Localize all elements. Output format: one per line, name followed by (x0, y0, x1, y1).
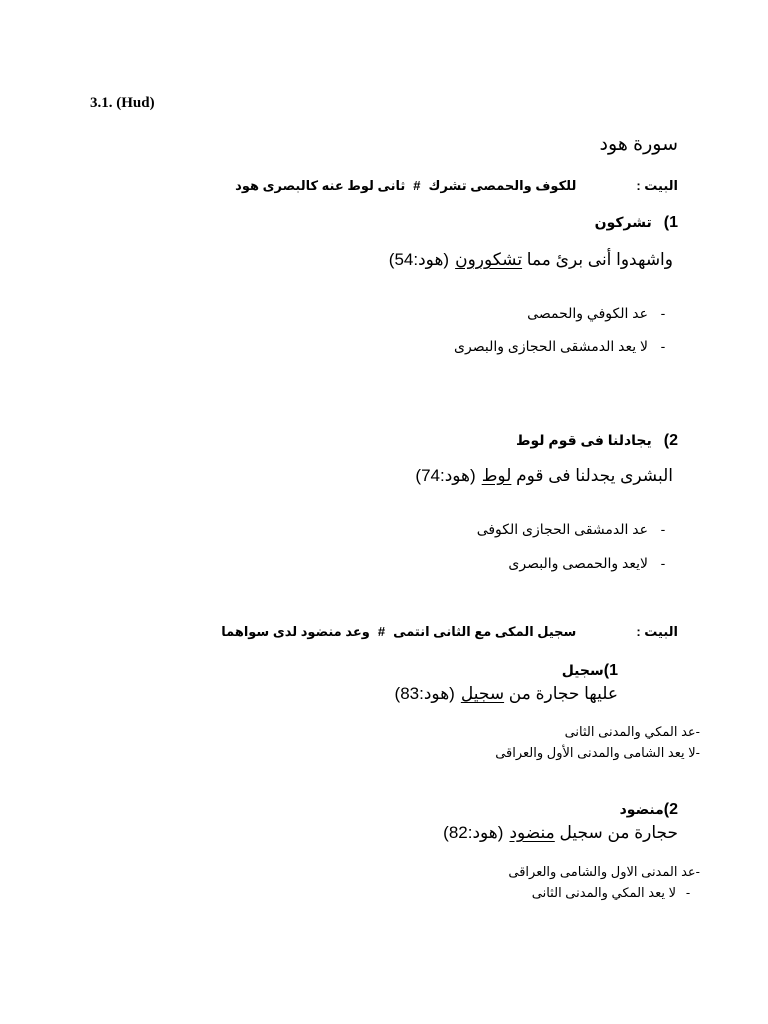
bayt-separator: # (413, 178, 421, 193)
bullet-text: عد الدمشقى الحجازى الكوفى (476, 521, 648, 537)
item-1-verse (389, 250, 673, 270)
sub-2-heading (620, 801, 678, 819)
sub-1-heading (562, 662, 618, 680)
verse-underlined-word: لوط (481, 466, 512, 485)
verse-underlined-word: تشكورون (455, 250, 523, 269)
bayt-line-2 (221, 624, 678, 640)
sub-1-line-2: -لا يعد الشامى والمدنى الأول والعراقى (495, 745, 700, 760)
verse-reference: (هود:82) (443, 823, 504, 842)
item-number: 1) (603, 662, 618, 679)
sub-2-line-2 (532, 885, 700, 901)
surah-title: سورة هود (599, 134, 678, 155)
verse-reference: (هود:83) (394, 684, 455, 703)
verse-reference: (هود:54) (388, 250, 450, 269)
bayt-part-1: للكوف والحمصى تشرك (428, 178, 577, 193)
verse-text: البشرى يجدلنا فى قوم (511, 466, 673, 485)
item-word: تشركون (594, 214, 652, 230)
item-number: 2) (663, 432, 678, 449)
sub-2-line-1: -عد المدنى الاول والشامى والعراقى (508, 864, 700, 879)
verse-text: عليها حجارة من (504, 684, 618, 703)
bayt-line-1 (235, 178, 678, 194)
item-word: يجادلنا فى قوم لوط (515, 432, 652, 448)
item-1-heading (595, 214, 678, 232)
bullet-text: لايعد والحمصى والبصرى (508, 555, 648, 571)
section-heading: 3.1. (Hud) (90, 95, 155, 111)
verse-underlined-word: منضود (509, 823, 555, 842)
item-2-verse (415, 466, 673, 486)
sub-2-verse (443, 823, 678, 843)
verse-reference: (هود:74) (415, 466, 476, 485)
bullet-dash: - (660, 305, 666, 321)
item-word: سجيل (561, 662, 604, 678)
bayt-part-1: سجيل المكى مع الثانى انتمى (393, 624, 577, 639)
bayt-part-2: ثانى لوط عنه كالبصرى هود (235, 178, 406, 193)
verse-text: حجارة من سجيل (554, 823, 678, 842)
item-1-bullet-1 (527, 305, 678, 322)
bullet-text: لا يعد الدمشقى الحجازى والبصرى (454, 338, 648, 354)
bayt-separator: # (377, 624, 386, 639)
verse-underlined-word: سجيل (460, 684, 505, 703)
item-2-bullet-2 (508, 555, 678, 572)
bullet-text: عد الكوفي والحمصى (527, 305, 648, 321)
bayt-label: البيت : (636, 624, 678, 639)
item-number: 1) (663, 214, 678, 231)
item-word: منضود (619, 801, 664, 817)
sub-1-verse (395, 684, 618, 704)
item-2-bullet-1 (477, 521, 678, 538)
bullet-dash: - (660, 338, 666, 354)
verse-text: واشهدوا أنى برئ مما (522, 250, 673, 269)
bayt-label: البيت : (636, 178, 678, 193)
bullet-dash: - (660, 521, 666, 537)
sub-1-line-1: -عد المكي والمدنى الثانى (564, 724, 700, 739)
item-number: 2) (663, 801, 678, 818)
bullet-dash: - (685, 885, 691, 900)
item-2-heading (516, 432, 678, 450)
item-1-bullet-2 (454, 338, 678, 355)
bullet-dash: - (660, 555, 666, 571)
bayt-part-2: وعد منضود لدى سواهما (221, 624, 370, 639)
bullet-text: لا يعد المكي والمدنى الثانى (531, 885, 676, 900)
